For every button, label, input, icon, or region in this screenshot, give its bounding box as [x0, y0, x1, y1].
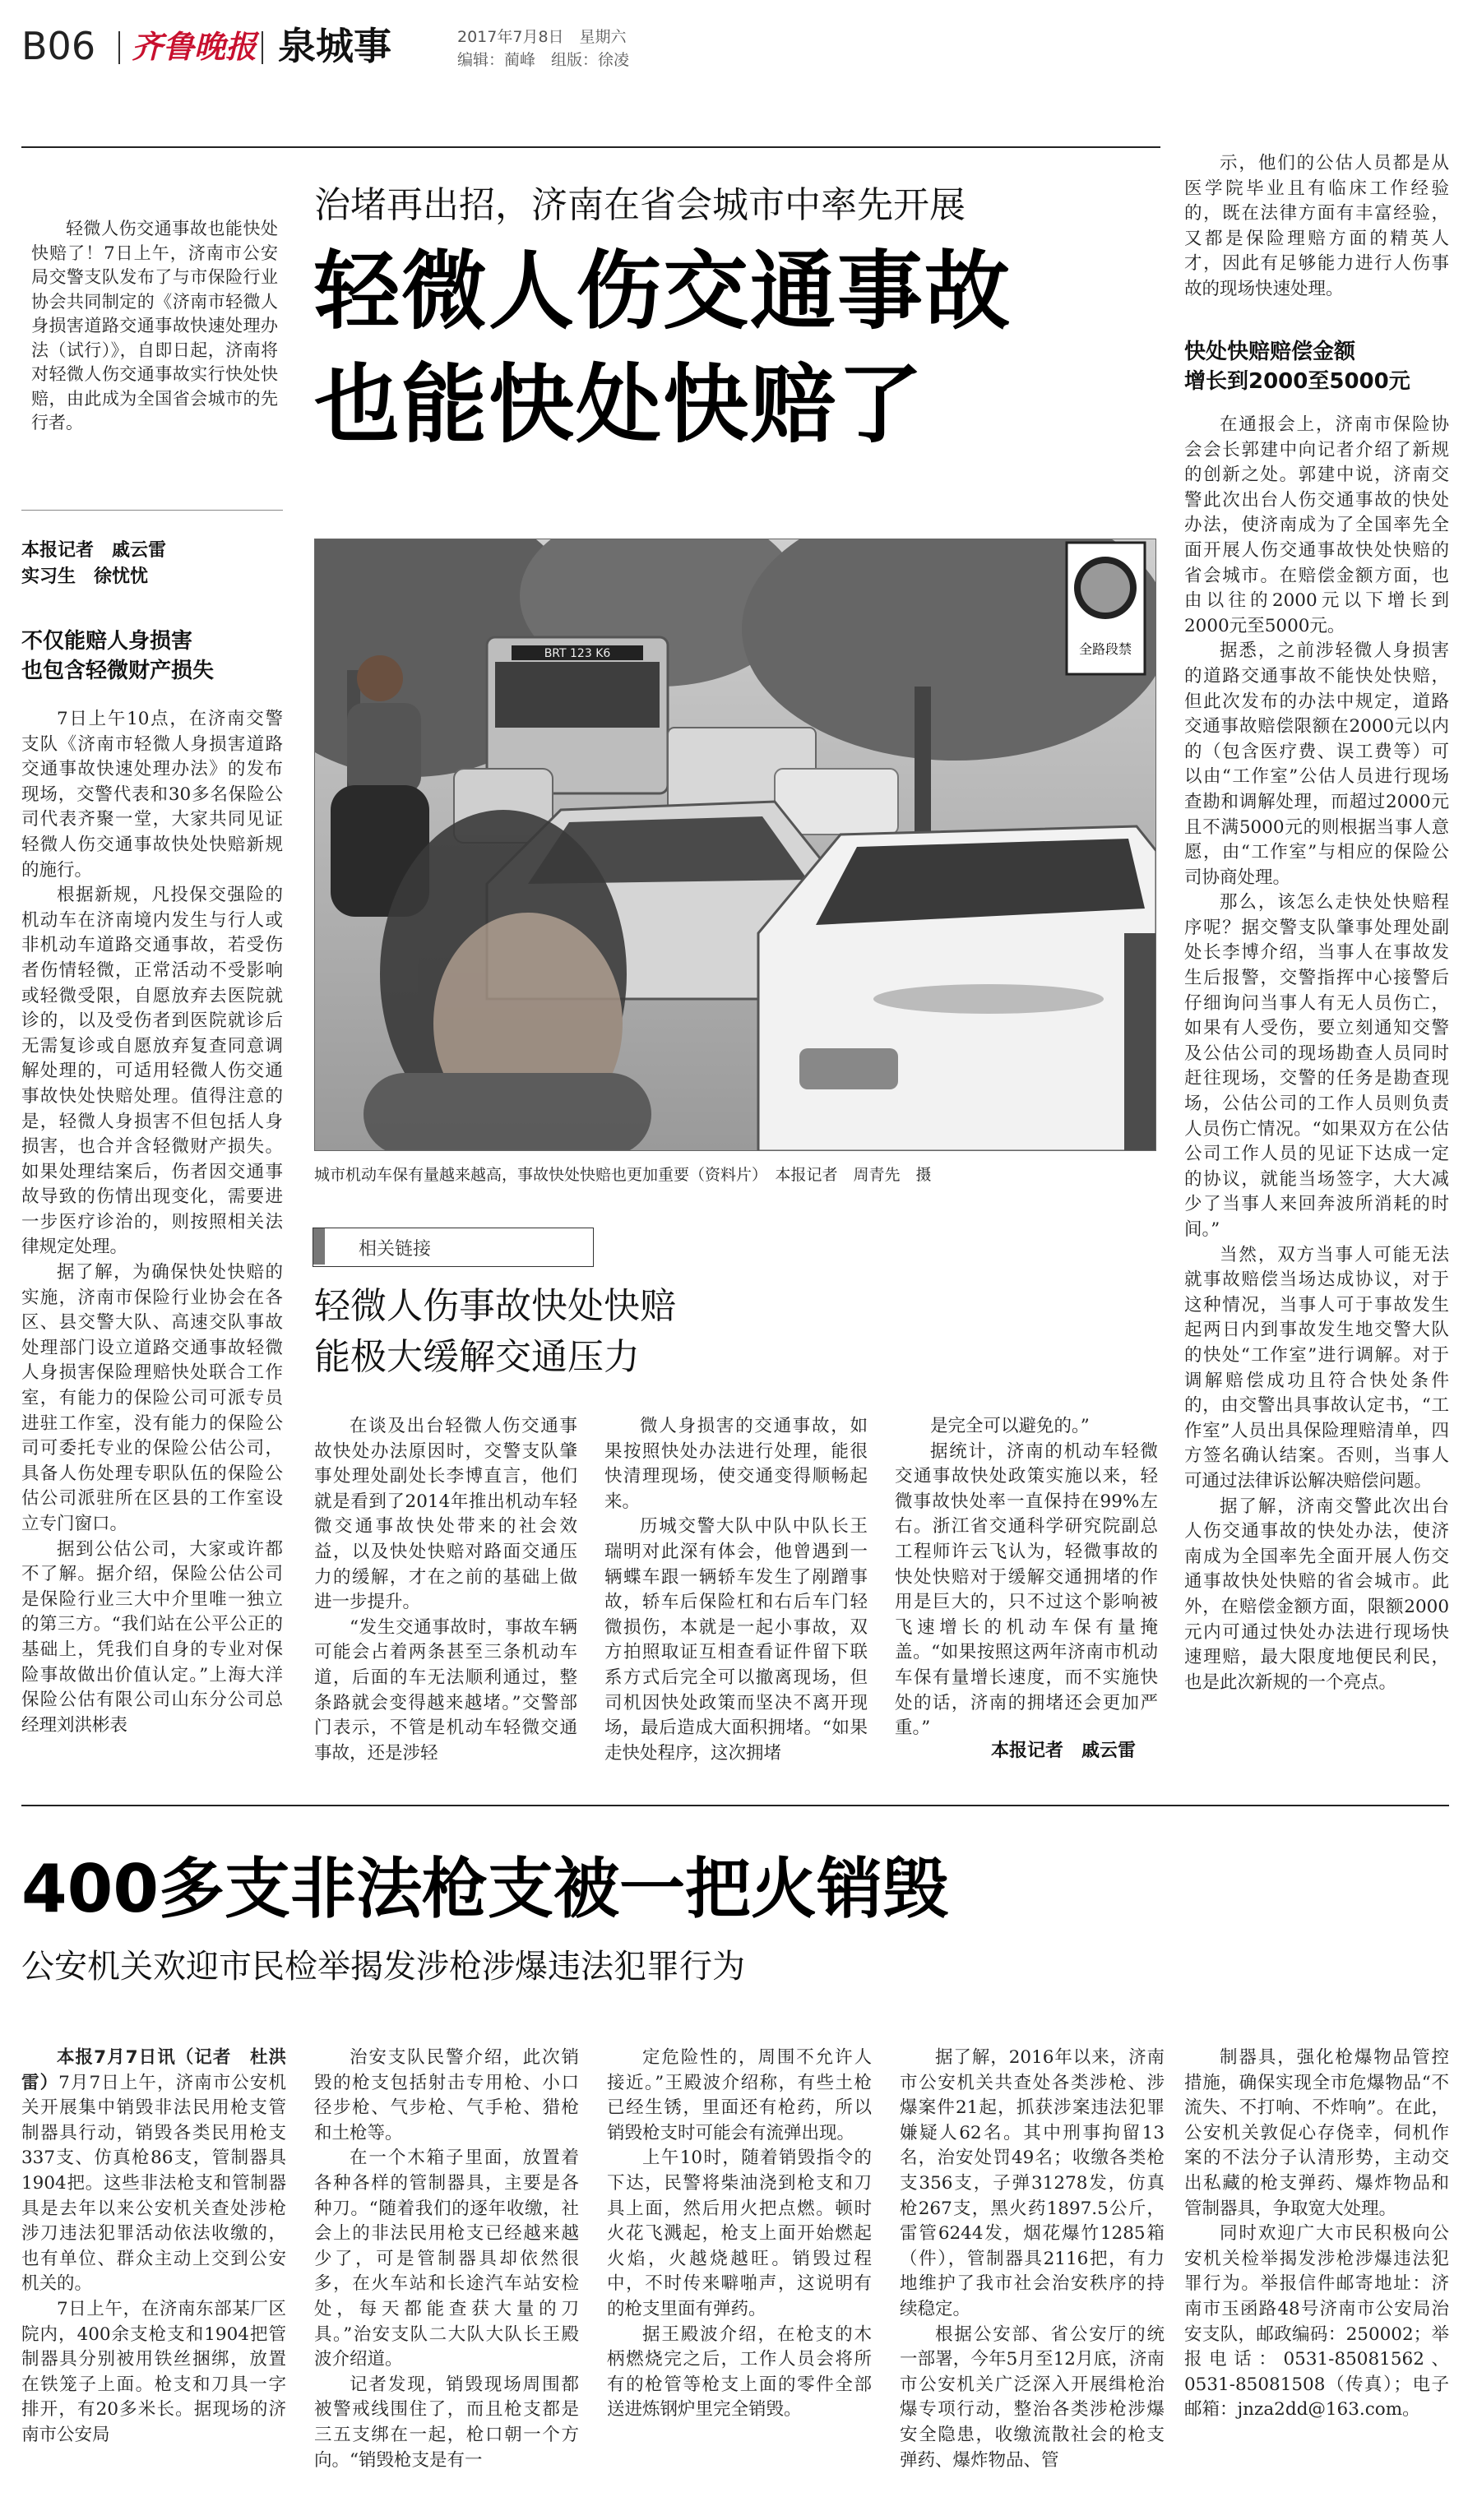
bus-route-sign: BRT 123 K6 [544, 647, 611, 660]
related-byline: 本报记者 戚云雷 [991, 1741, 1137, 1761]
story1-kicker: 治堵再出招，济南在省会城市中率先开展 [314, 184, 966, 226]
masthead-divider [262, 31, 263, 64]
lead-rule [21, 510, 283, 511]
story2-column1: 本报7月7日讯（记者 杜洪雷）7月7日上午，济南市公安机关开展集中销毁非法民用枪支管制器具行动，销毁各类民用枪支337支、仿真枪86支，管制器具1904把。这些非法枪支和管制器具是去年以来公安机关查处涉枪涉刀违法犯罪活动依法收缴的，也有单位、群众主动上交到公安机关的。 7日上午，在济南东部某厂区院内，400余支枪支和1904把管制器具分别被用铁丝捆绑，放置在铁笼子上面。枪支和刀具一字排开，有20多米长。据现场的济南市公安局 [21, 2047, 286, 2445]
story2-column3: 定危险性的，周围不允许人接近。”王殿波介绍称，有些土枪已经生锈，里面还有枪药，所以销毁枪支时可能会有流弹出现。 上午10时，随着销毁指令的下达，民警将柴油浇到枪支和刀具上面，然后用火把点燃。顿时火花飞溅起，枪支上面开始燃起火焰，火越烧越旺。销毁过程中，不时传来噼啪声，这说明有的枪支里面有弹药。 据王殿波介绍，在枪支的木柄燃烧完之后，工作人员会将所有的枪管等枪支上面的零件全部送进炼钢炉里完全销毁。 [607, 2047, 872, 2421]
editor-credits: 编辑：蔺峰 组版：徐凌 [457, 51, 630, 69]
story2-headline: 400多支非法枪支被一把火销毁 [21, 1851, 948, 1927]
photo-caption: 城市机动车保有量越来越高，事故快处快赔也更加重要（资料片） 本报记者 周青先 摄 [314, 1166, 932, 1184]
story1-column1: 7日上午10点，在济南交警支队《济南市轻微人身损害道路交通事故快速处理办法》的发布现场，交警代表和30多名保险公司代表齐聚一堂，大家共同见证轻微人伤交通事故快处快赔新规的施行。 根据新规，凡投保交强险的机动车在济南境内发生与行人或非机动车道路交通事故，若受伤者伤情轻微，正常活动不受影响或轻微受限，自愿放弃去医院就诊的，以及受伤者到医院就诊后无需复诊或自愿放弃复查同意调解处理的，可适用轻微人伤交通事故快处快赔处理。值得注意的是，轻微人身损害不但包括人身损害，也合并含轻微财产损失。如果处理结案后，伤者因交通事故导致的伤情出现变化，需要进一步医疗诊治的，则按照相关法律规定处理。 据了解，为确保快处快赔的实施，济南市保险行业协会在各区、县交警大队、高速交队事故处理部门设立道路交通事故轻微人身损害保险理赔快处联合工作室，有能力的保险公司可派专员进驻工作室，没有能力的保险公司可委托专业的保险公估公司，具备人伤处理专职队伍的保险公估公司派驻所在区县的工作室设立专门窗口。 据到公估公司，大家或许都不了解。据介绍，保险公估公司是保险行业三大中介里唯一独立的第三方。“我们站在公平公正的基础上，凭我们自身的专业对保险事故做出价值认定。”上海大洋保险公估有限公司山东分公司总经理刘洪彬表 [21, 709, 283, 1736]
story1-right-column: 在通报会上，济南市保险协会会长郭建中向记者介绍了新规的创新之处。郭建中说，济南交警此次出台人伤交通事故的快处办法，使济南成为了全国率先全面开展人伤交通事故快处快赔的省会城市。在赔偿金额方面，也由以往的2000元以下增长到2000元至5000元。 据悉，之前涉轻微人身损害的道路交通事故不能快处快赔，但此次发布的办法中规定，道路交通事故赔偿限额在2000元以内的（包含医疗费、误工费等）可以由“工作室”公估人员进行现场查勘和调解处理，而超过2000元且不满5000元的则根据当事人意愿，由“工作室”与相应的保险公司协商处理。 那么，该怎么走快处快赔程序呢？据交警支队肇事处理处副处长李博介绍，当事人在事故发生后报警，交警指挥中心接警后仔细询问当事人有无人员伤亡，如果有人受伤，要立刻通知交警及公估公司的现场勘查人员同时赶往现场，交警的任务是勘查现场，公估公司的工作人员则负责人员伤亡情况。“如果双方在公估公司工作人员的见证下达成一定的协议，就能当场签字，大大减少了当事人来回奔波所消耗的时间。” 当然，双方当事人可能无法就事故赔偿当场达成协议，对于这种情况，当事人可于事故发生起两日内到事故发生地交警大队的快处“工作室”进行调解。对于调解赔偿成功且符合快处条件的，由交警出具事故认定书，“工作室”人员出具保险理赔清单，四方签名确认结案。否则，当事人可通过法律诉讼解决赔偿问题。 据了解，济南交警此次出台人伤交通事故的快处办法，使济南成为全国率先全面开展人伤交通事故快处快赔的省会城市。此外，在赔偿金额方面，限额2000元内可通过快处办法进行现场快速理赔，最大限度地便民利民，也是此次新规的一个亮点。 [1184, 414, 1449, 1693]
related-column-c: 是完全可以避免的。” 据统计，济南的机动车轻微交通事故快处政策实施以来，轻微事故快处率一直保持在99%左右。浙江省交通科学研究院副总工程师许云飞认为，轻微事故的快处快赔对于缓解交通拥堵的作用是巨大的，只不过这个影响被飞速增长的机动车保有量掩盖。“如果按照这两年济南市机动车保有量增长速度，而不实施快处的话，济南的拥堵还会更加严重。” [895, 1416, 1158, 1739]
story1-headline-line2: 也能快处快赔了 [314, 354, 925, 455]
white-car [758, 826, 1156, 1151]
issue-date: 2017年7月8日 星期六 [457, 28, 627, 46]
related-tag: 相关链接 [359, 1239, 432, 1260]
traffic-sign-text: 全路段禁 [1078, 641, 1132, 657]
story2-column2: 治安支队民警介绍，此次销毁的枪支包括射击专用枪、小口径步枪、气步枪、气手枪、猎枪和土枪等。 在一个木箱子里面，放置着各种各样的管制器具，主要是各种刀。“随着我们的逐年收缴，社会上的非法民用枪支已经越来越少了，可是管制器具却依然很多，在火车站和长途汽车站安检处，每天都能查获大量的刀具。”治安支队二大队大队长王殿波介绍道。 记者发现，销毁现场周围都被警戒线围住了，而且枪支都是三五支绑在一起，枪口朝一个方向。“销毁枪支是有一 [314, 2047, 579, 2471]
story1-right-top: 示，他们的公估人员都是从医学院毕业且有临床工作经验的，既在法律方面有丰富经验，又都是保险理赔方面的精英人才，因此有足够能力进行人伤事故的现场快速处理。 [1184, 153, 1449, 299]
related-tag-box [313, 1228, 594, 1267]
story2-dateline: 本报7月7日讯（记者 杜洪雷） [21, 2047, 286, 2093]
page-number: B06 [21, 24, 96, 68]
traffic-sign [1067, 543, 1145, 674]
street-photo [314, 539, 1156, 1151]
masthead-rule [21, 146, 1160, 148]
section-rule [21, 1805, 1449, 1806]
story1-lead: 轻微人伤交通事故也能快处快赔了！7日上午，济南市公安局交警支队发布了与市保险行业协会共同制定的《济南市轻微人身损害道路交通事故快速处理办法（试行）》，自即日起，济南将对轻微人伤交通事故实行快处快赔，由此成为全国省会城市的先行者。 [31, 219, 278, 432]
story2-column4: 据了解，2016年以来，济南市公安机关共查处各类涉枪、涉爆案件21起，抓获涉案违法犯罪嫌疑人62名。其中刑事拘留13名，治安处罚49名；收缴各类枪支356支，子弹31278发，仿真枪267支，黑火药1897.5公斤，雷管6244发，烟花爆竹1285箱（件），管制器具2116把，有力地维护了我市社会治安秩序的持续稳定。 根据公安部、省公安厅的统一部署，今年5月至12月底，济南市公安机关广泛深入开展缉枪治爆专项行动，整治各类涉枪涉爆安全隐患，收缴流散社会的枪支弹药、爆炸物品、管 [900, 2047, 1165, 2471]
paper-logo: 齐鲁晚报 [132, 28, 257, 65]
related-column-a: 在谈及出台轻微人伤交通事故快处办法原因时，交警支队肇事处理处副处长李博直言，他们就是看到了2014年推出机动车轻微交通事故快处带来的社会效益，以及快处快赔对路面交通压力的缓解，才在之前的基础上做进一步提升。 “发生交通事故时，事故车辆可能会占着两条甚至三条机动车道，后面的车无法顺利通过，整条路就会变得越来越堵。”交警部门表示，不管是机动车轻微交通事故，还是涉轻 [314, 1416, 577, 1764]
story1-subhead1: 不仅能赔人身损害 也包含轻微财产损失 [21, 629, 215, 683]
section-title: 泉城事 [278, 24, 391, 68]
masthead-divider [118, 31, 120, 64]
story2-subtitle: 公安机关欢迎市民检举揭发涉枪涉爆违法犯罪行为 [21, 1948, 745, 1986]
related-column-b: 微人身损害的交通事故，如果按照快处办法进行处理，能很快清理现场，使交通变得顺畅起来。 历城交警大队中队中队长王瑞明对此深有体会，他曾遇到一辆蝶车跟一辆轿车发生了剐蹭事故，轿车后保险杠和右后车门轻微损伤，本就是一起小事故，双方拍照取证互相查看证件留下联系方式后完全可以撤离现场，但司机因快处政策而坚决不离开现场，最后造成大面积拥堵。“如果走快处程序，这次拥堵 [604, 1416, 868, 1764]
related-title: 轻微人伤事故快处快赔 能极大缓解交通压力 [314, 1285, 676, 1378]
story1-byline-reporter: 本报记者 戚云雷 [21, 540, 167, 561]
story2-column5: 制器具，强化枪爆物品管控措施，确保实现全市危爆物品“不流失、不打响、不炸响”。在此，公安机关敦促心存侥幸，伺机作案的不法分子认清形势，主动交出私藏的枪支弹药、爆炸物品和管制器具，争取宽大处理。 同时欢迎广大市民积极向公安机关检举揭发涉枪涉爆违法犯罪行为。举报信件邮寄地址：济南市玉函路48号济南市公安局治安支队，邮政编码：250002；举报电话：0531-85081562、0531-85081508（传真）；电子邮箱：jnza2dd@163.com。 [1184, 2047, 1449, 2421]
related-tag-fill [313, 1228, 325, 1265]
story1-byline-intern: 实习生 徐忧忧 [21, 566, 149, 587]
story1-subhead2: 快处快赔赔偿金额 增长到2000至5000元 [1184, 340, 1410, 394]
story1-headline-line1: 轻微人伤交通事故 [314, 241, 1012, 341]
